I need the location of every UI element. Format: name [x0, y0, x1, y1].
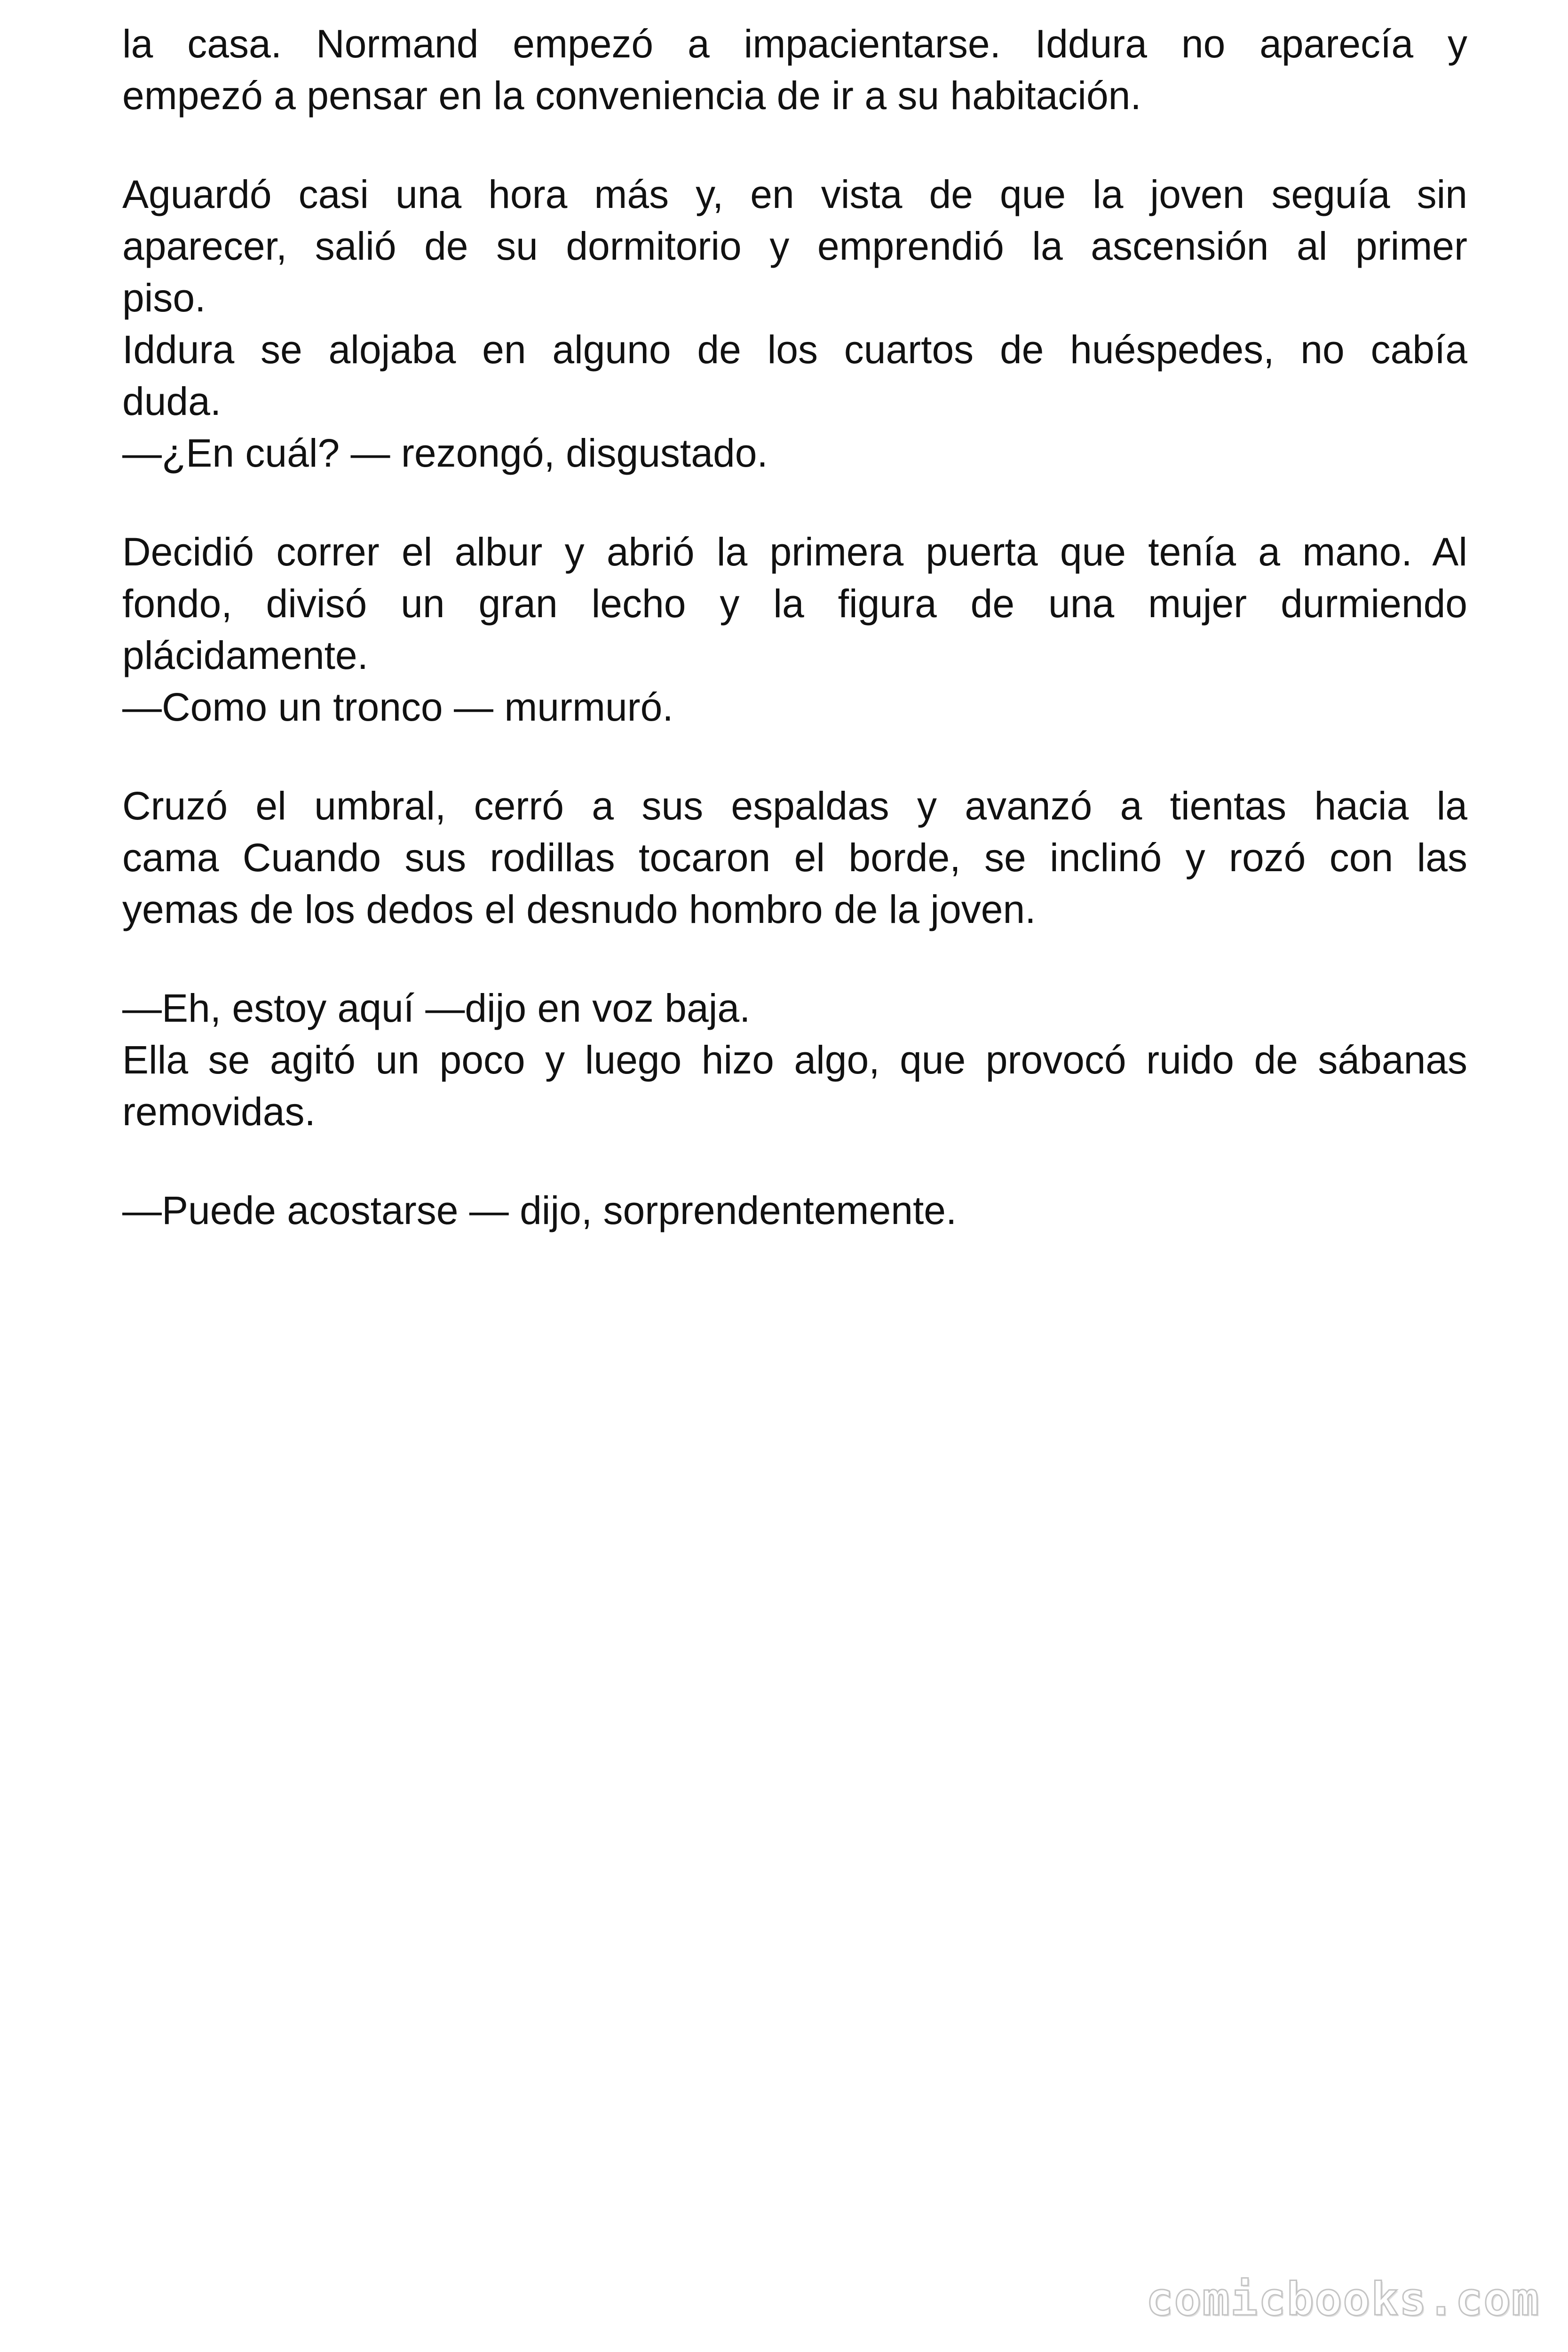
- text-line: la casa. Normand empezó a impacientarse. Iddura no aparecía y: [122, 22, 1467, 66]
- text-line: removidas.: [122, 1089, 316, 1134]
- text-line: yemas de los dedos el desnudo hombro de la joven.: [122, 887, 1036, 931]
- body-text: [122, 18, 1467, 1236]
- text-line: Decidió correr el albur y abrió la primera puerta que tenía a mano. Al: [122, 530, 1467, 574]
- text-line: —Como un tronco — murmuró.: [122, 685, 673, 729]
- text-line: empezó a pensar en la conveniencia de ir a su habitación.: [122, 73, 1141, 118]
- text-line: piso.: [122, 276, 206, 320]
- paragraph-3: [122, 526, 1467, 733]
- text-line: Aguardó casi una hora más y, en vista de que la joven seguía sin: [122, 172, 1467, 216]
- text-line: —¿En cuál? — rezongó, disgustado.: [122, 431, 768, 475]
- paragraph-5: [122, 982, 1467, 1137]
- text-line: cama Cuando sus rodillas tocaron el borde, se inclinó y rozó con las: [122, 835, 1467, 880]
- paragraph-2: [122, 168, 1467, 479]
- text-line: —Puede acostarse — dijo, sorprendentemente.: [122, 1188, 957, 1232]
- text-line: Iddura se alojaba en alguno de los cuartos de huéspedes, no cabía: [122, 327, 1467, 372]
- text-line: —Eh, estoy aquí —dijo en voz baja.: [122, 986, 751, 1030]
- paragraph-4: [122, 780, 1467, 935]
- watermark: comicbooks.com: [1146, 2273, 1540, 2326]
- text-line: aparecer, salió de su dormitorio y emprendió la ascensión al primer: [122, 224, 1467, 268]
- text-line: Ella se agitó un poco y luego hizo algo, que provocó ruido de sábanas: [122, 1038, 1467, 1082]
- text-line: duda.: [122, 379, 222, 423]
- paragraph-1: [122, 18, 1467, 121]
- text-line: fondo, divisó un gran lecho y la figura de una mujer durmiendo: [122, 581, 1467, 626]
- text-line: Cruzó el umbral, cerró a sus espaldas y avanzó a tientas hacia la: [122, 784, 1467, 828]
- paragraph-6: [122, 1184, 1467, 1236]
- text-line: plácidamente.: [122, 633, 368, 677]
